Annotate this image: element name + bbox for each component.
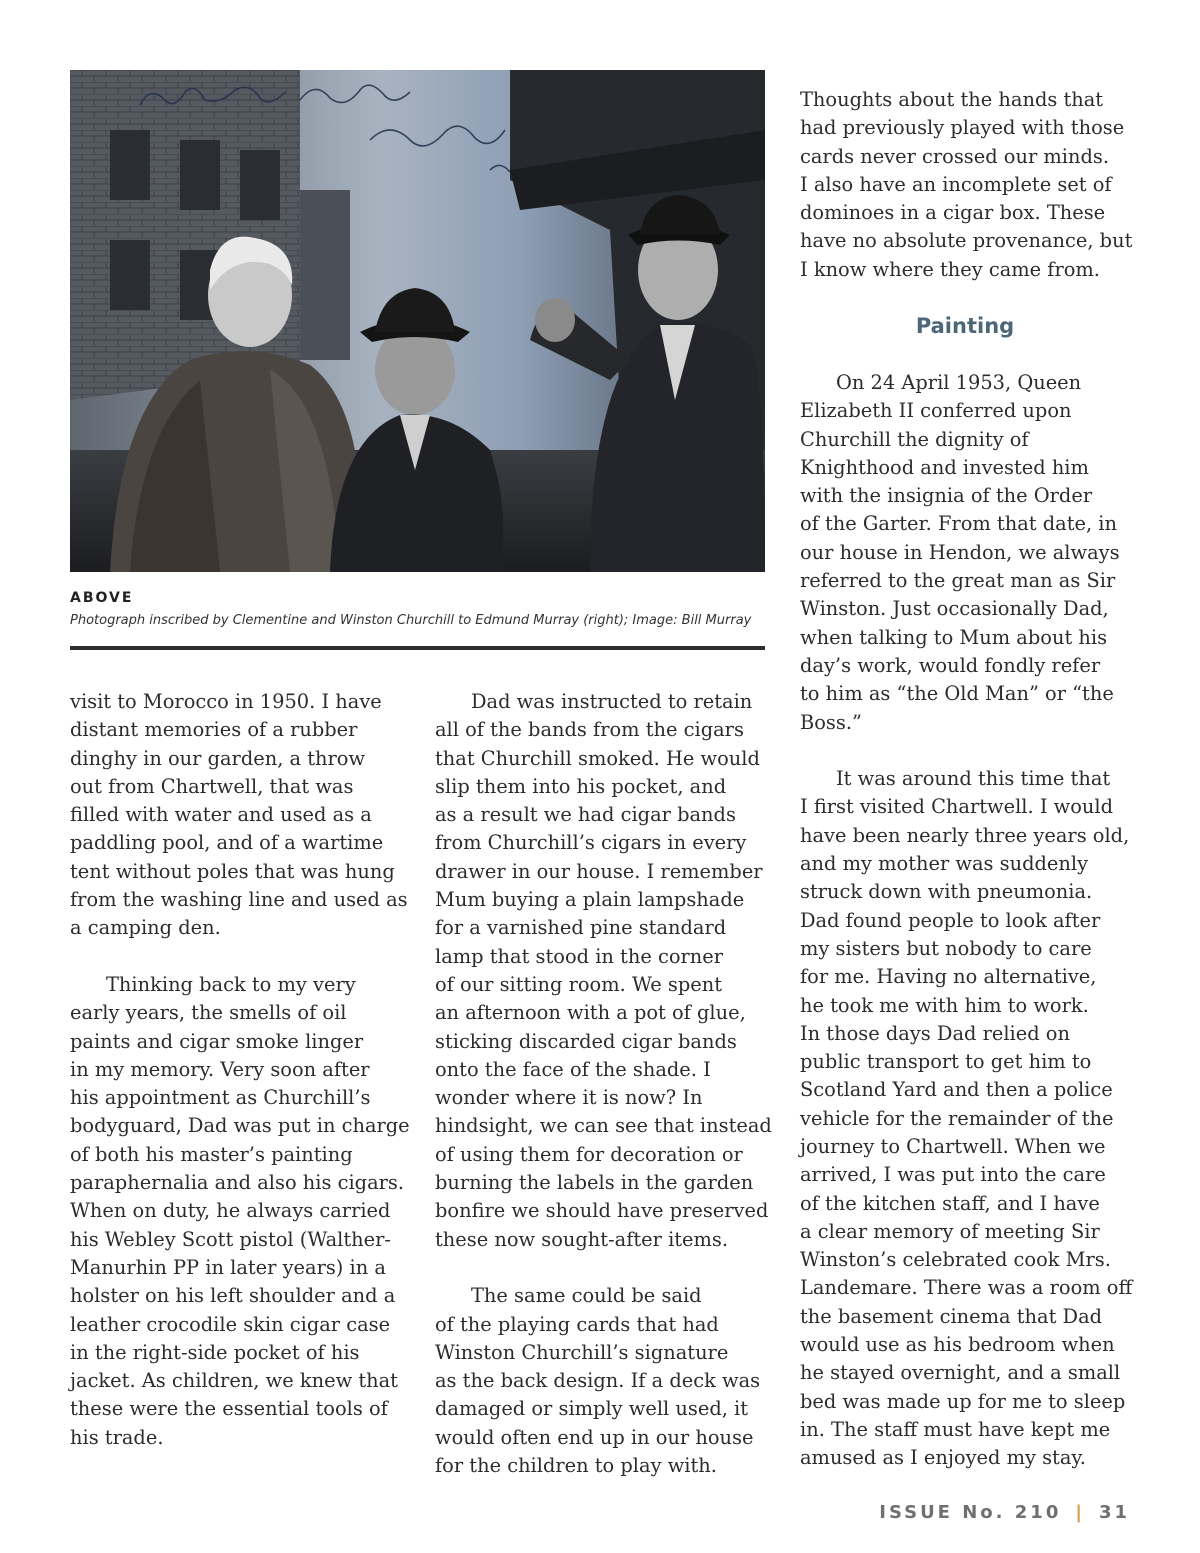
text-line: he stayed overnight, and a small bbox=[800, 1361, 1121, 1385]
text-line: struck down with pneumonia. bbox=[800, 880, 1093, 904]
text-line: Knighthood and invested him bbox=[800, 455, 1089, 479]
article-column-1 bbox=[70, 688, 410, 1452]
text-line: with the insignia of the Order bbox=[800, 484, 1093, 508]
text-line: in my memory. Very soon after bbox=[70, 1057, 370, 1081]
text-line: in the right-side pocket of his bbox=[70, 1340, 360, 1364]
text-line: in. The staff must have kept me bbox=[800, 1417, 1111, 1441]
text-line: Winston’s celebrated cook Mrs. bbox=[800, 1248, 1111, 1272]
paragraph-gap bbox=[70, 943, 410, 971]
text-line: Manurhin PP in later years) in a bbox=[70, 1255, 386, 1279]
footer-separator: | bbox=[1075, 1502, 1085, 1523]
text-line: from Churchill’s cigars in every bbox=[435, 831, 747, 855]
text-line: wonder where it is now? In bbox=[435, 1086, 703, 1110]
text-line: he took me with him to work. bbox=[800, 993, 1089, 1017]
caption-label: ABOVE bbox=[70, 590, 134, 606]
text-line: Dad found people to look after bbox=[800, 908, 1101, 932]
article-photo bbox=[70, 70, 765, 572]
text-line: and my mother was suddenly bbox=[800, 852, 1089, 876]
text-line: The same could be said bbox=[471, 1284, 702, 1308]
article-column-2 bbox=[435, 688, 775, 1480]
text-line: Thoughts about the hands that bbox=[800, 88, 1104, 111]
text-line: Dad was instructed to retain bbox=[471, 690, 753, 713]
text-line: On 24 April 1953, Queen bbox=[836, 370, 1082, 394]
text-line: Thinking back to my very bbox=[106, 972, 356, 996]
text-line: sticking discarded cigar bands bbox=[435, 1029, 737, 1053]
text-line: arrived, I was put into the care bbox=[800, 1163, 1106, 1187]
text-line: I also have an incomplete set of bbox=[800, 172, 1112, 196]
caption-text: Photograph inscribed by Clementine and Winston Churchill to Edmund Murray (right); Image: Bill Murray bbox=[70, 613, 752, 628]
text-line: tent without poles that was hung bbox=[70, 859, 395, 883]
text-line: I know where they came from. bbox=[800, 257, 1100, 281]
text-line: from the washing line and used as bbox=[70, 888, 408, 912]
text-line: out from Chartwell, that was bbox=[70, 774, 354, 798]
text-line: When on duty, he always carried bbox=[70, 1199, 391, 1223]
text-line: as a result we had cigar bands bbox=[435, 803, 736, 827]
text-line: as the back design. If a deck was bbox=[435, 1369, 761, 1393]
text-line: slip them into his pocket, and bbox=[435, 774, 727, 798]
text-line: lamp that stood in the corner bbox=[435, 944, 724, 968]
text-line: bonfire we should have preserved bbox=[435, 1199, 769, 1223]
text-line: his Webley Scott pistol (Walther- bbox=[70, 1227, 391, 1251]
text-line: holster on his left shoulder and a bbox=[70, 1284, 396, 1308]
text-line: these now sought-after items. bbox=[435, 1227, 729, 1251]
text-line: Landemare. There was a room off bbox=[800, 1276, 1133, 1300]
text-line: these were the essential tools of bbox=[70, 1397, 388, 1421]
text-line: onto the face of the shade. I bbox=[435, 1057, 711, 1081]
text-line: his appointment as Churchill’s bbox=[70, 1086, 371, 1110]
text-line: I first visited Chartwell. I would bbox=[800, 795, 1114, 819]
text-line: a camping den. bbox=[70, 916, 221, 940]
text-line: amused as I enjoyed my stay. bbox=[800, 1446, 1086, 1470]
text-line: filled with water and used as a bbox=[70, 803, 372, 827]
text-line: journey to Chartwell. When we bbox=[800, 1134, 1106, 1158]
text-line: cards never crossed our minds. bbox=[800, 144, 1110, 168]
text-line: hindsight, we can see that instead bbox=[435, 1114, 772, 1138]
text-line: dominoes in a cigar box. These bbox=[800, 201, 1106, 225]
text-line: his trade. bbox=[70, 1425, 164, 1449]
text-line: Winston. Just occasionally Dad, bbox=[800, 597, 1109, 621]
text-line: of our sitting room. We spent bbox=[435, 972, 723, 996]
text-line: Scotland Yard and then a police bbox=[800, 1078, 1113, 1102]
paragraph-gap bbox=[800, 737, 1140, 765]
text-line: Winston Churchill’s signature bbox=[435, 1340, 729, 1364]
text-line: for a varnished pine standard bbox=[435, 916, 727, 940]
text-line: dinghy in our garden, a throw bbox=[70, 746, 366, 770]
text-line: to him as “the Old Man” or “the bbox=[800, 682, 1114, 706]
text-line: drawer in our house. I remember bbox=[435, 859, 763, 883]
page-footer bbox=[879, 1502, 1130, 1523]
text-line: of using them for decoration or bbox=[435, 1142, 743, 1166]
text-line: my sisters but nobody to care bbox=[800, 936, 1092, 960]
text-line: had previously played with those bbox=[800, 116, 1125, 140]
text-line: jacket. As children, we knew that bbox=[70, 1369, 398, 1393]
text-line: It was around this time that bbox=[836, 767, 1111, 791]
text-line: when talking to Mum about his bbox=[800, 625, 1108, 649]
paragraph-gap bbox=[800, 341, 1140, 369]
text-line: for me. Having no alternative, bbox=[800, 965, 1097, 989]
text-line: In those days Dad relied on bbox=[800, 1021, 1070, 1045]
text-line: bed was made up for me to sleep bbox=[800, 1389, 1126, 1413]
paragraph-gap bbox=[800, 284, 1140, 312]
text-line: our house in Hendon, we always bbox=[800, 540, 1120, 564]
article-column-3 bbox=[800, 86, 1140, 1473]
page-number: 31 bbox=[1098, 1502, 1130, 1523]
text-line: paraphernalia and also his cigars. bbox=[70, 1171, 405, 1195]
text-line: all of the bands from the cigars bbox=[435, 718, 744, 742]
text-line: Mum buying a plain lampshade bbox=[435, 888, 745, 912]
text-line: public transport to get him to bbox=[800, 1050, 1092, 1074]
text-line: day’s work, would fondly refer bbox=[800, 653, 1101, 677]
section-heading: Painting bbox=[915, 314, 1015, 339]
text-line: the basement cinema that Dad bbox=[800, 1304, 1103, 1328]
text-line: burning the labels in the garden bbox=[435, 1171, 754, 1195]
text-line: would often end up in our house bbox=[435, 1425, 754, 1449]
text-line: a clear memory of meeting Sir bbox=[800, 1219, 1100, 1243]
text-line: have been nearly three years old, bbox=[800, 823, 1130, 847]
text-line: referred to the great man as Sir bbox=[800, 569, 1116, 593]
text-line: distant memories of a rubber bbox=[70, 718, 358, 742]
text-line: early years, the smells of oil bbox=[70, 1001, 347, 1025]
text-line: paints and cigar smoke linger bbox=[70, 1029, 364, 1053]
text-line: Boss.” bbox=[800, 710, 862, 734]
caption-divider bbox=[70, 646, 765, 650]
text-line: paddling pool, and of a wartime bbox=[70, 831, 384, 855]
text-line: of the Garter. From that date, in bbox=[800, 512, 1117, 536]
text-line: Churchill the dignity of bbox=[800, 427, 1029, 451]
text-line: of the playing cards that had bbox=[435, 1312, 719, 1336]
text-line: damaged or simply well used, it bbox=[435, 1397, 749, 1421]
text-line: for the children to play with. bbox=[435, 1454, 717, 1478]
text-line: bodyguard, Dad was put in charge bbox=[70, 1114, 410, 1138]
text-line: have no absolute provenance, but bbox=[800, 229, 1133, 253]
text-line: leather crocodile skin cigar case bbox=[70, 1312, 391, 1336]
issue-number: ISSUE No. 210 bbox=[879, 1502, 1062, 1523]
photo-illustration bbox=[70, 70, 765, 572]
text-line: of both his master’s painting bbox=[70, 1142, 353, 1166]
text-line: would use as his bedroom when bbox=[800, 1333, 1115, 1357]
text-line: Elizabeth II conferred upon bbox=[800, 399, 1072, 423]
text-line: an afternoon with a pot of glue, bbox=[435, 1001, 746, 1025]
text-line: visit to Morocco in 1950. I have bbox=[70, 690, 382, 713]
text-line: that Churchill smoked. He would bbox=[435, 746, 760, 770]
text-line: vehicle for the remainder of the bbox=[800, 1106, 1114, 1130]
text-line: of the kitchen staff, and I have bbox=[800, 1191, 1100, 1215]
paragraph-gap bbox=[435, 1254, 775, 1282]
